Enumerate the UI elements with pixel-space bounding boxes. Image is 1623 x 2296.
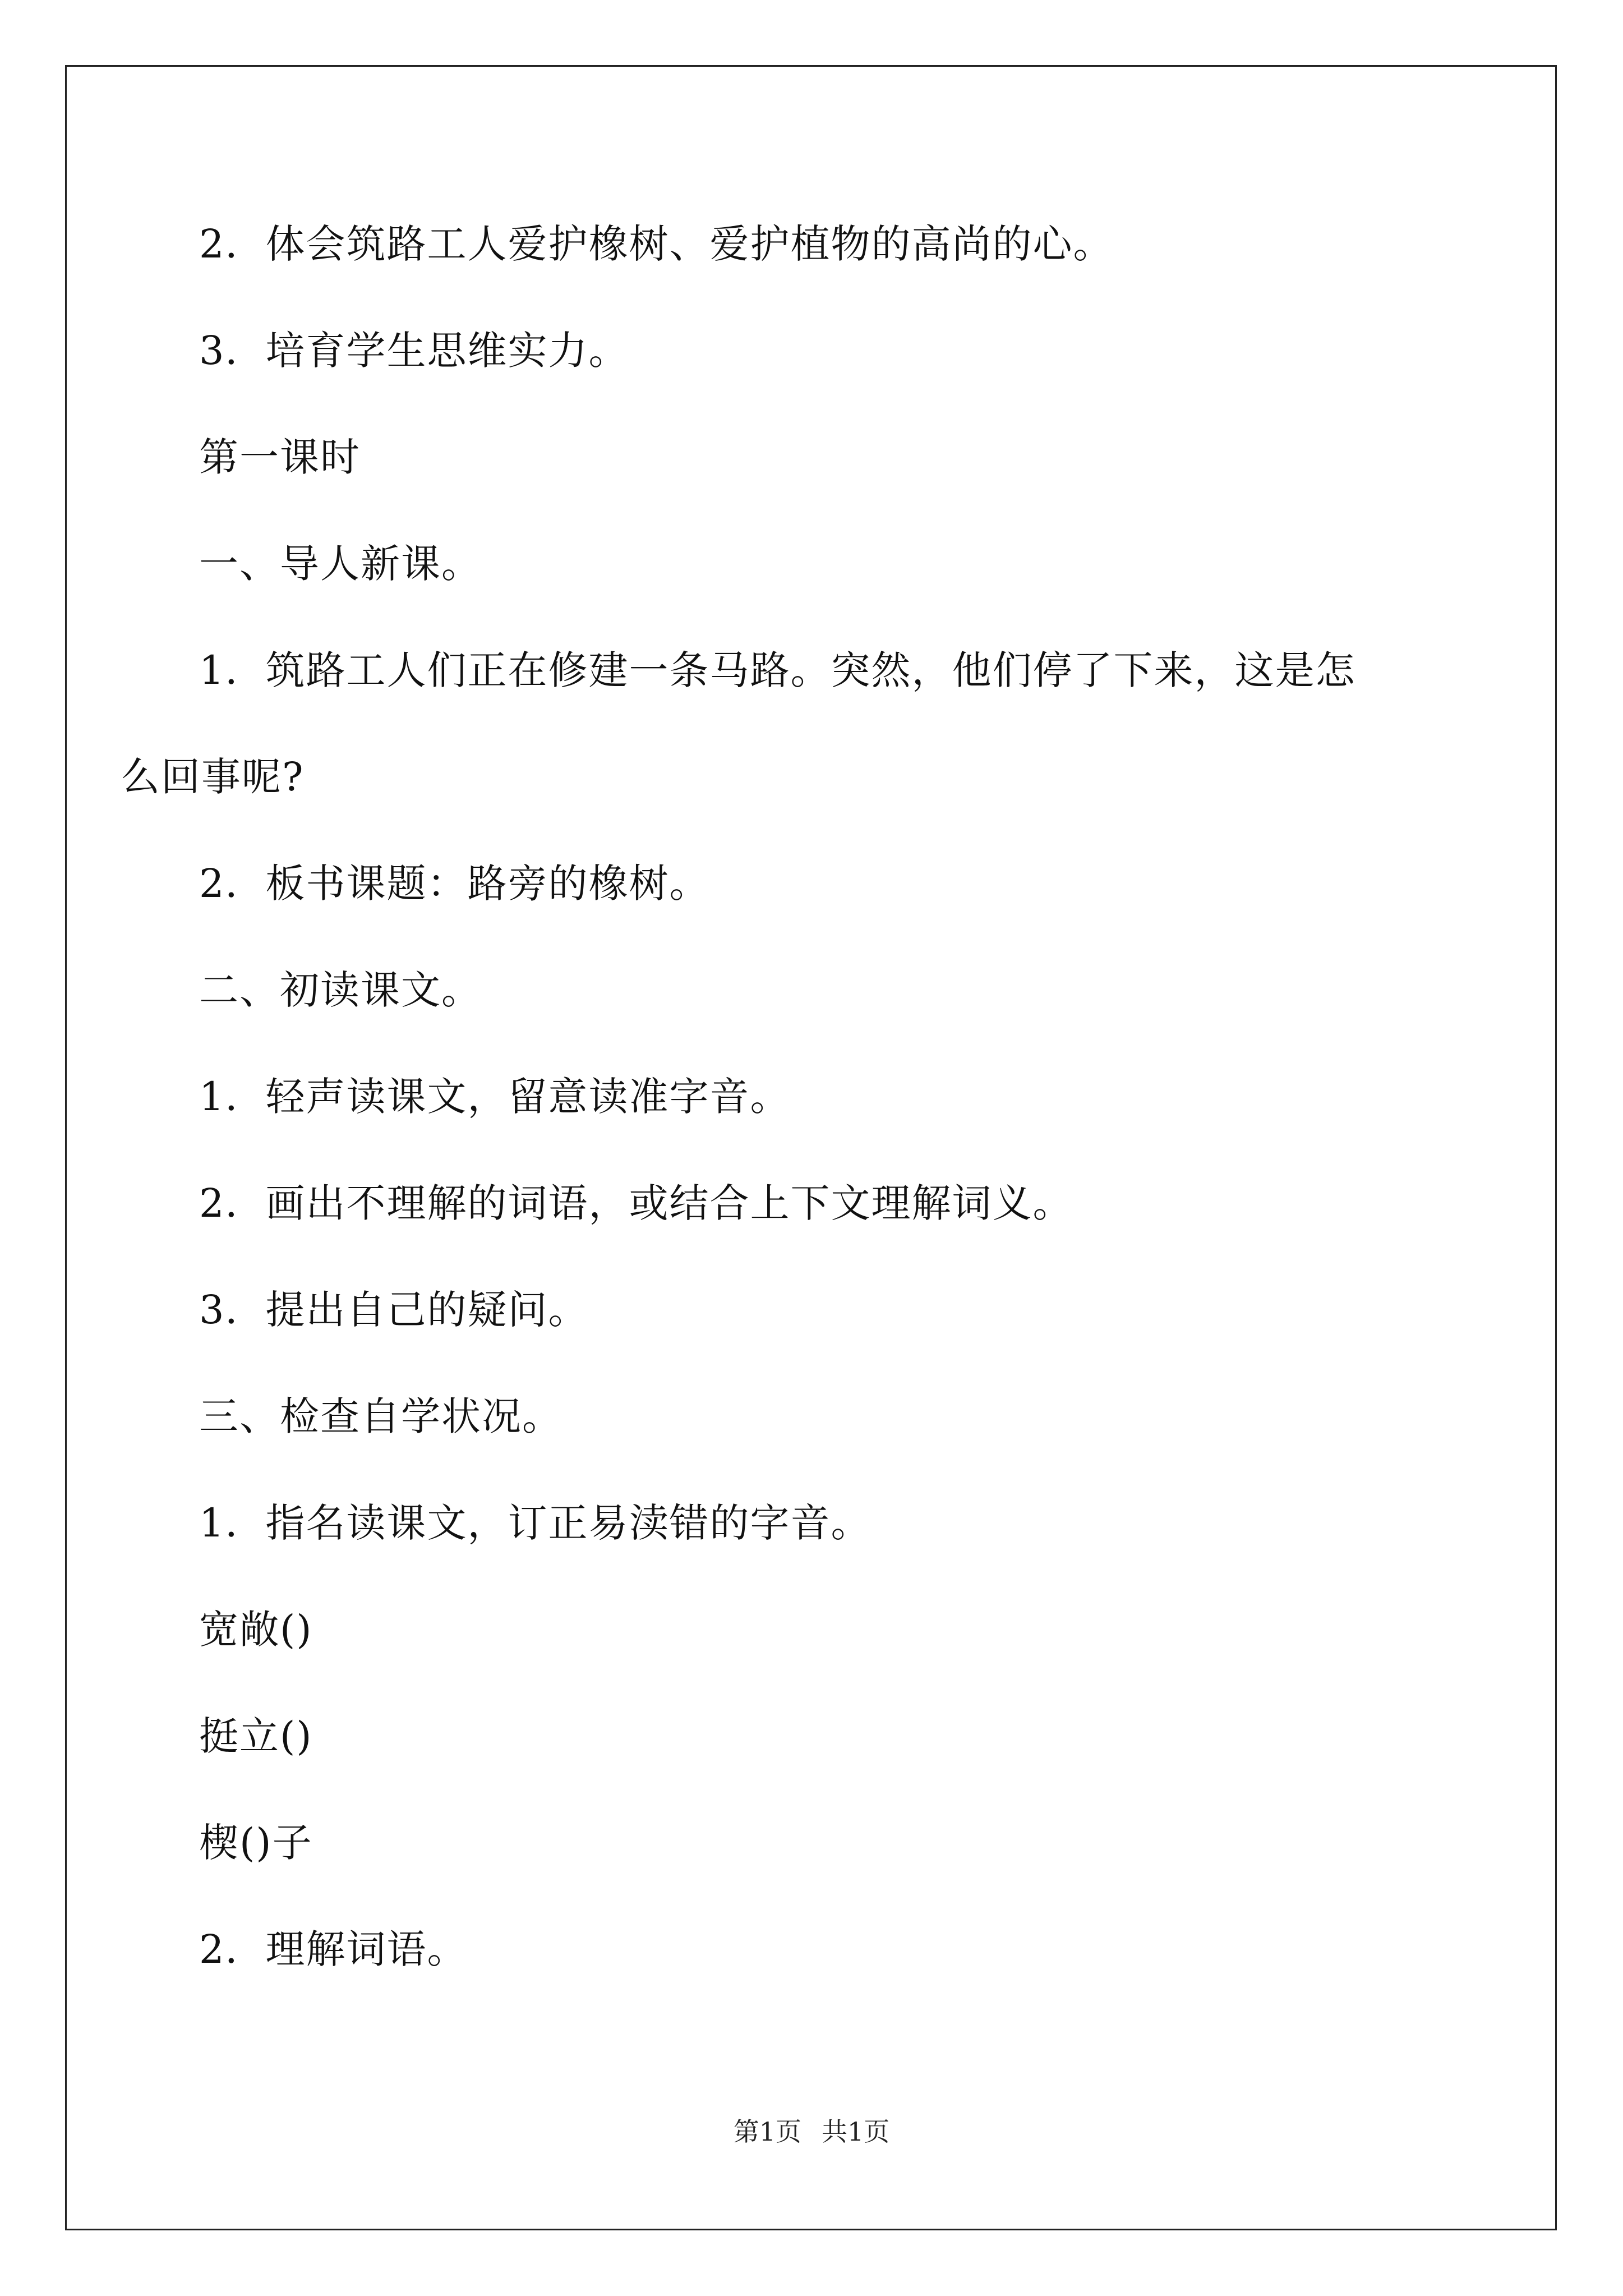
section-heading: 一、导人新课。 [199, 541, 482, 587]
page-border [65, 65, 1557, 2230]
paragraph-line: 2．体会筑路工人爱护橡树、爱护植物的高尚的心。 [199, 221, 1114, 267]
vocab-item: 楔()子 [199, 1820, 313, 1866]
section-heading: 第一课时 [199, 434, 361, 480]
paragraph-line: 1．轻声读课文，留意读准字音。 [199, 1074, 791, 1120]
page-number-current: 第1页 [733, 2116, 801, 2147]
paragraph-line: 3．培育学生思维实力。 [199, 328, 629, 374]
page-footer [0, 2115, 1623, 2148]
paragraph-line: 1．筑路工人们正在修建一条马路。突然，他们停了下来，这是怎 [199, 647, 1356, 693]
section-heading: 二、初读课文。 [199, 967, 482, 1013]
section-heading: 三、检查自学状况。 [199, 1393, 562, 1439]
paragraph-line: 3．提出自己的疑问。 [199, 1287, 589, 1333]
vocab-item: 挺立() [199, 1713, 313, 1759]
paragraph-line: 2．理解词语。 [199, 1926, 468, 1972]
page-number-total: 共1页 [822, 2116, 890, 2147]
vocab-item: 宽敞() [199, 1607, 313, 1653]
paragraph-line-continuation: 么回事呢? [121, 754, 305, 800]
paragraph-line: 2．板书课题：路旁的橡树。 [199, 861, 710, 907]
paragraph-line: 1．指名读课文，订正易渎错的字音。 [199, 1500, 872, 1546]
paragraph-line: 2．画出不理解的词语，或结合上下文理解词义。 [199, 1180, 1073, 1226]
